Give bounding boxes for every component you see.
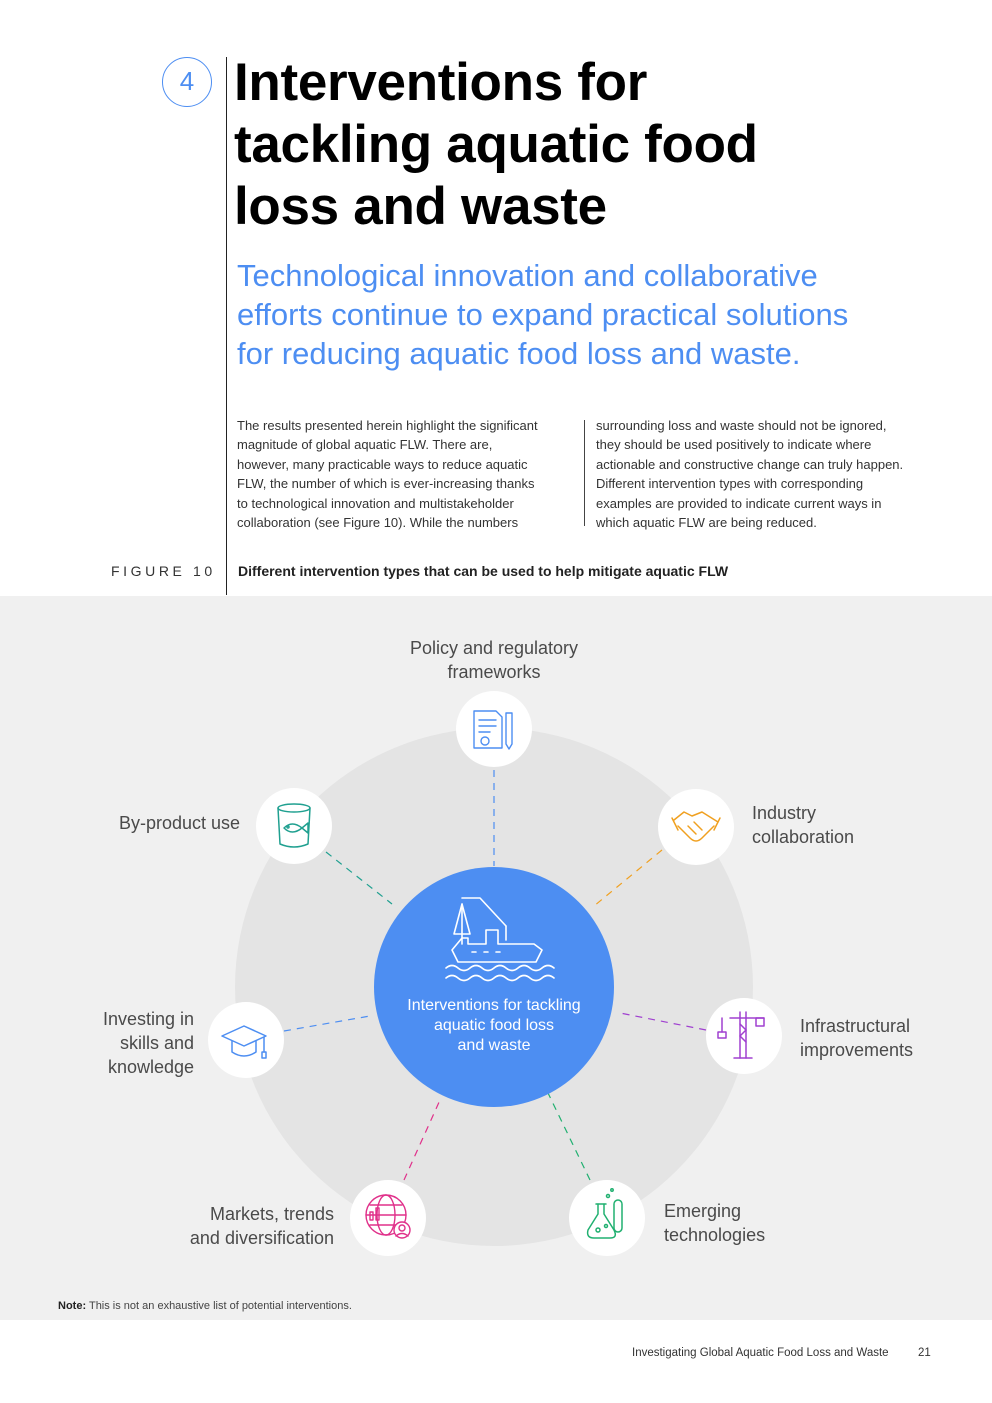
label-emerging: [664, 1199, 765, 1247]
center-circle: [374, 867, 614, 1107]
label-line: Infrastructural: [800, 1016, 911, 1036]
subtitle-line: efforts continue to expand practical solutions: [237, 297, 849, 332]
body-line: collaboration (see Figure 10). While the numbers: [237, 515, 519, 531]
label-line: Markets, trends: [209, 1204, 334, 1224]
label-line: skills and: [119, 1033, 194, 1053]
body-line: Different intervention types with corresponding: [596, 476, 864, 492]
label-markets: [134, 1202, 334, 1250]
subtitle-line: Technological innovation and collaborative: [237, 258, 818, 293]
center-label-line: Interventions for tackling: [407, 997, 581, 1014]
label-line: Industry: [752, 803, 817, 823]
label-line: frameworks: [447, 662, 541, 682]
body-line: which aquatic FLW are being reduced.: [596, 515, 817, 531]
node-policy: [456, 691, 532, 767]
label-infrastructure: [800, 1014, 913, 1062]
title-line: tackling aquatic food: [234, 115, 758, 174]
column-divider: [584, 420, 585, 526]
label-line: collaboration: [752, 827, 855, 847]
node-infrastructure: [706, 998, 782, 1074]
label-line: technologies: [664, 1225, 766, 1245]
header-rule: [226, 57, 227, 595]
label-line: improvements: [800, 1040, 914, 1060]
node-markets: [350, 1180, 426, 1256]
body-line: however, many practicable ways to reduce aquatic: [237, 456, 528, 472]
label-skills: [54, 1007, 194, 1079]
node-industry: [658, 789, 734, 865]
label-line: knowledge: [107, 1057, 194, 1077]
body-line: actionable and constructive change can truly happen.: [596, 456, 904, 472]
figure-note: [58, 1300, 352, 1312]
body-line: they should be used positively to indicate where: [596, 437, 872, 453]
chapter-number-badge: 4: [162, 57, 212, 107]
node-byproduct: [256, 788, 332, 864]
label-line: Policy and regulatory: [409, 638, 579, 658]
center-label-line: aquatic food loss: [433, 1017, 555, 1034]
figure-label: FIGURE 10: [111, 563, 216, 579]
figure-caption: Different intervention types that can be used to help mitigate aquatic FLW: [238, 563, 729, 579]
body-line: to technological innovation and multistakeholder: [237, 495, 514, 511]
center-label: [384, 996, 604, 1056]
center-label-line: and waste: [457, 1037, 531, 1054]
body-line: surrounding loss and waste should not be ignored,: [596, 418, 887, 433]
label-line: Emerging: [664, 1201, 742, 1221]
label-line: Investing in: [102, 1009, 194, 1029]
page-subtitle: [237, 256, 917, 373]
subtitle-line: for reducing aquatic food loss and waste.: [237, 336, 801, 371]
title-line: loss and waste: [234, 177, 607, 236]
body-column-right: [596, 416, 936, 532]
body-line: The results presented herein highlight the significant: [237, 418, 538, 433]
body-column-left: [237, 416, 577, 532]
label-line: By-product use: [118, 813, 240, 833]
title-line: Interventions for: [234, 53, 648, 112]
body-line: FLW, the number of which is ever-increasing thanks: [237, 476, 535, 492]
note-text: This is not an exhaustive list of potential interventions.: [88, 1300, 352, 1312]
label-industry: [752, 801, 854, 849]
label-byproduct: [60, 811, 240, 835]
footer-publication: Investigating Global Aquatic Food Loss and Waste: [632, 1347, 889, 1359]
body-line: examples are provided to indicate current ways in: [596, 495, 882, 511]
body-line: magnitude of global aquatic FLW. There are,: [237, 437, 493, 453]
node-skills: [208, 1002, 284, 1078]
page-title: [234, 52, 934, 238]
node-emerging: [569, 1180, 645, 1256]
label-line: and diversification: [189, 1228, 334, 1248]
page-number: 21: [918, 1347, 931, 1359]
note-label: Note:: [58, 1300, 87, 1312]
label-policy: [384, 636, 604, 684]
